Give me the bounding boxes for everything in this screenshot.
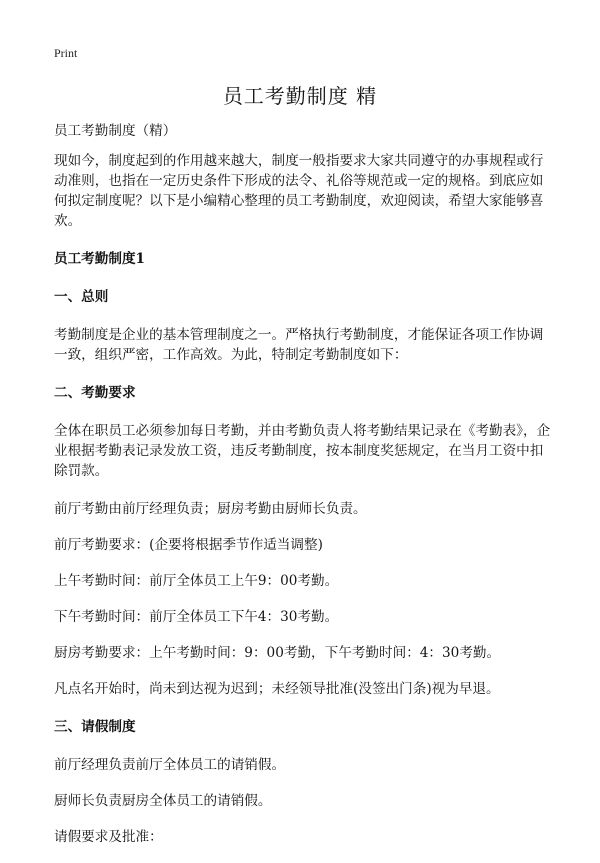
document-body: [54, 121, 554, 863]
afternoon-attendance-time: 下午考勤时间：前厅全体员工下午4：30考勤。: [54, 609, 339, 625]
front-hall-requirements: 前厅考勤要求：(企要将根据季节作适当调整): [54, 537, 323, 553]
section-heading-attendance-requirements: 二、考勤要求: [54, 385, 136, 401]
leave-requirements: 请假要求及批准：: [54, 829, 163, 845]
kitchen-leave: 厨师长负责厨房全体员工的请销假。: [54, 793, 272, 809]
attendance-paragraph: 全体在职员工必须参加每日考勤，并由考勤负责人将考勤结果记录在《考勤表》，企业根据考勤表记录发放工资，违反考勤制度，按本制度奖惩规定，在当月工资中扣除罚款。: [54, 423, 551, 479]
print-link[interactable]: Print: [54, 46, 78, 60]
kitchen-attendance-requirements: 厨房考勤要求：上午考勤时间：9：00考勤，下午考勤时间：4：30考勤。: [54, 645, 501, 661]
morning-attendance-time: 上午考勤时间：前厅全体员工上午9：00考勤。: [54, 573, 339, 589]
general-paragraph: 考勤制度是企业的基本管理制度之一。严格执行考勤制度，才能保证各项工作协调一致，组织严密，工作高效。为此，特制定考勤制度如下：: [54, 327, 544, 363]
front-hall-leave: 前厅经理负责前厅全体员工的请销假。: [54, 757, 286, 773]
document-subtitle: 员工考勤制度（精）: [54, 123, 177, 139]
attendance-responsibility: 前厅考勤由前厅经理负责；厨房考勤由厨师长负责。: [54, 501, 367, 517]
page-title: 员工考勤制度 精: [222, 84, 378, 108]
section-title: 员工考勤制度1: [54, 251, 146, 267]
section-heading-general: 一、总则: [54, 289, 109, 305]
section-heading-leave-policy: 三、请假制度: [54, 719, 136, 735]
intro-paragraph: 现如今，制度起到的作用越来越大，制度一般指要求大家共同遵守的办事规程或行动准则，也指在一定历史条件下形成的法令、礼俗等规范或一定的规格。到底应如何拟定制度呢？以下是小编精心整理的员工考勤制度，欢迎阅读，希望大家能够喜欢。: [54, 153, 544, 229]
late-and-early-leave-rule: 凡点名开始时，尚未到达视为迟到；未经领导批准(没签出门条)视为早退。: [54, 681, 500, 697]
